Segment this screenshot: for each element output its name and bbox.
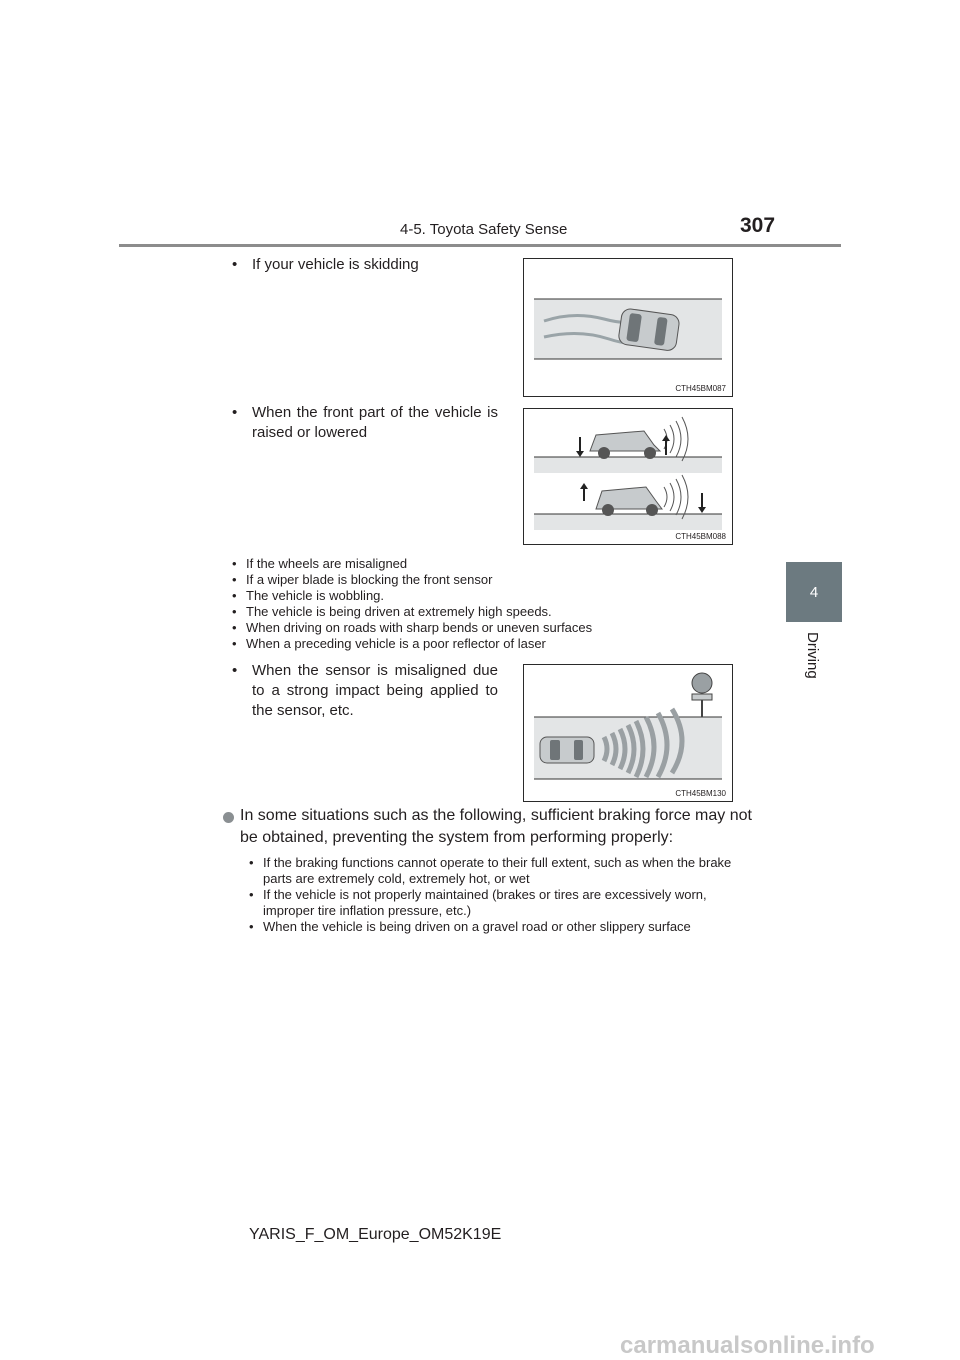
- bullet-text: When the front part of the vehicle is raised or lowered: [252, 404, 498, 441]
- bullet: •: [232, 662, 238, 679]
- document-code: YARIS_F_OM_Europe_OM52K19E: [249, 1226, 502, 1243]
- braking-list: [249, 855, 749, 935]
- list-item: • When a preceding vehicle is a poor reflector of laser: [232, 636, 546, 651]
- skidding-illustration: [524, 259, 732, 396]
- chapter-label: Driving: [804, 632, 821, 679]
- bullet: •: [232, 404, 238, 421]
- list-item: • When driving on roads with sharp bends or uneven surfaces: [232, 620, 593, 635]
- chapter-tab: [786, 562, 842, 622]
- figure-raised-lowered: [523, 408, 733, 545]
- bullet-text: When the sensor is misaligned due to a strong impact being applied to the sensor, etc.: [252, 662, 498, 719]
- list-item: • When the vehicle is being driven on a gravel road or other slippery surface: [249, 919, 691, 934]
- chapter-number: 4: [809, 583, 819, 601]
- list-item: • If the braking functions cannot operate to their full extent, such as when the brake parts are extremely cold, extremely hot, or wet: [249, 855, 732, 886]
- section-title: 4-5. Toyota Safety Sense: [400, 221, 568, 238]
- list-item: • The vehicle is wobbling.: [232, 588, 385, 603]
- bullet-item-skidding: [232, 255, 502, 295]
- raised-lowered-illustration: [524, 409, 732, 544]
- list-item: • If a wiper blade is blocking the front sensor: [232, 572, 493, 587]
- bullet-text: If your vehicle is skidding: [252, 256, 419, 273]
- figure-code: CTH45BM087: [675, 384, 726, 393]
- bullet: •: [232, 256, 238, 273]
- section-bullet-icon: [223, 812, 234, 823]
- header-rule: [119, 244, 841, 247]
- braking-intro: In some situations such as the following, sufficient braking force may not be obtained, preventing the system from performing properly:: [240, 807, 752, 846]
- list-item: • If the wheels are misaligned: [232, 556, 408, 571]
- figure-code: CTH45BM088: [675, 532, 726, 541]
- sensor-misaligned-illustration: [524, 665, 732, 801]
- watermark: carmanualsonline.info: [620, 1332, 875, 1359]
- chapter-label-wrap: [793, 632, 833, 682]
- list-item: • If the vehicle is not properly maintained (brakes or tires are excessively worn, improper tire inflation pressure, etc.): [249, 887, 707, 918]
- bullet-item-sensor-misaligned: [232, 661, 502, 731]
- bullet-item-raised-lowered: [232, 403, 502, 448]
- figure-skidding: [523, 258, 733, 397]
- figure-sensor-misaligned: [523, 664, 733, 802]
- figure-code: CTH45BM130: [675, 789, 726, 798]
- page-number: 307: [740, 214, 776, 237]
- condition-list: [232, 556, 752, 652]
- list-item: • The vehicle is being driven at extremely high speeds.: [232, 604, 552, 619]
